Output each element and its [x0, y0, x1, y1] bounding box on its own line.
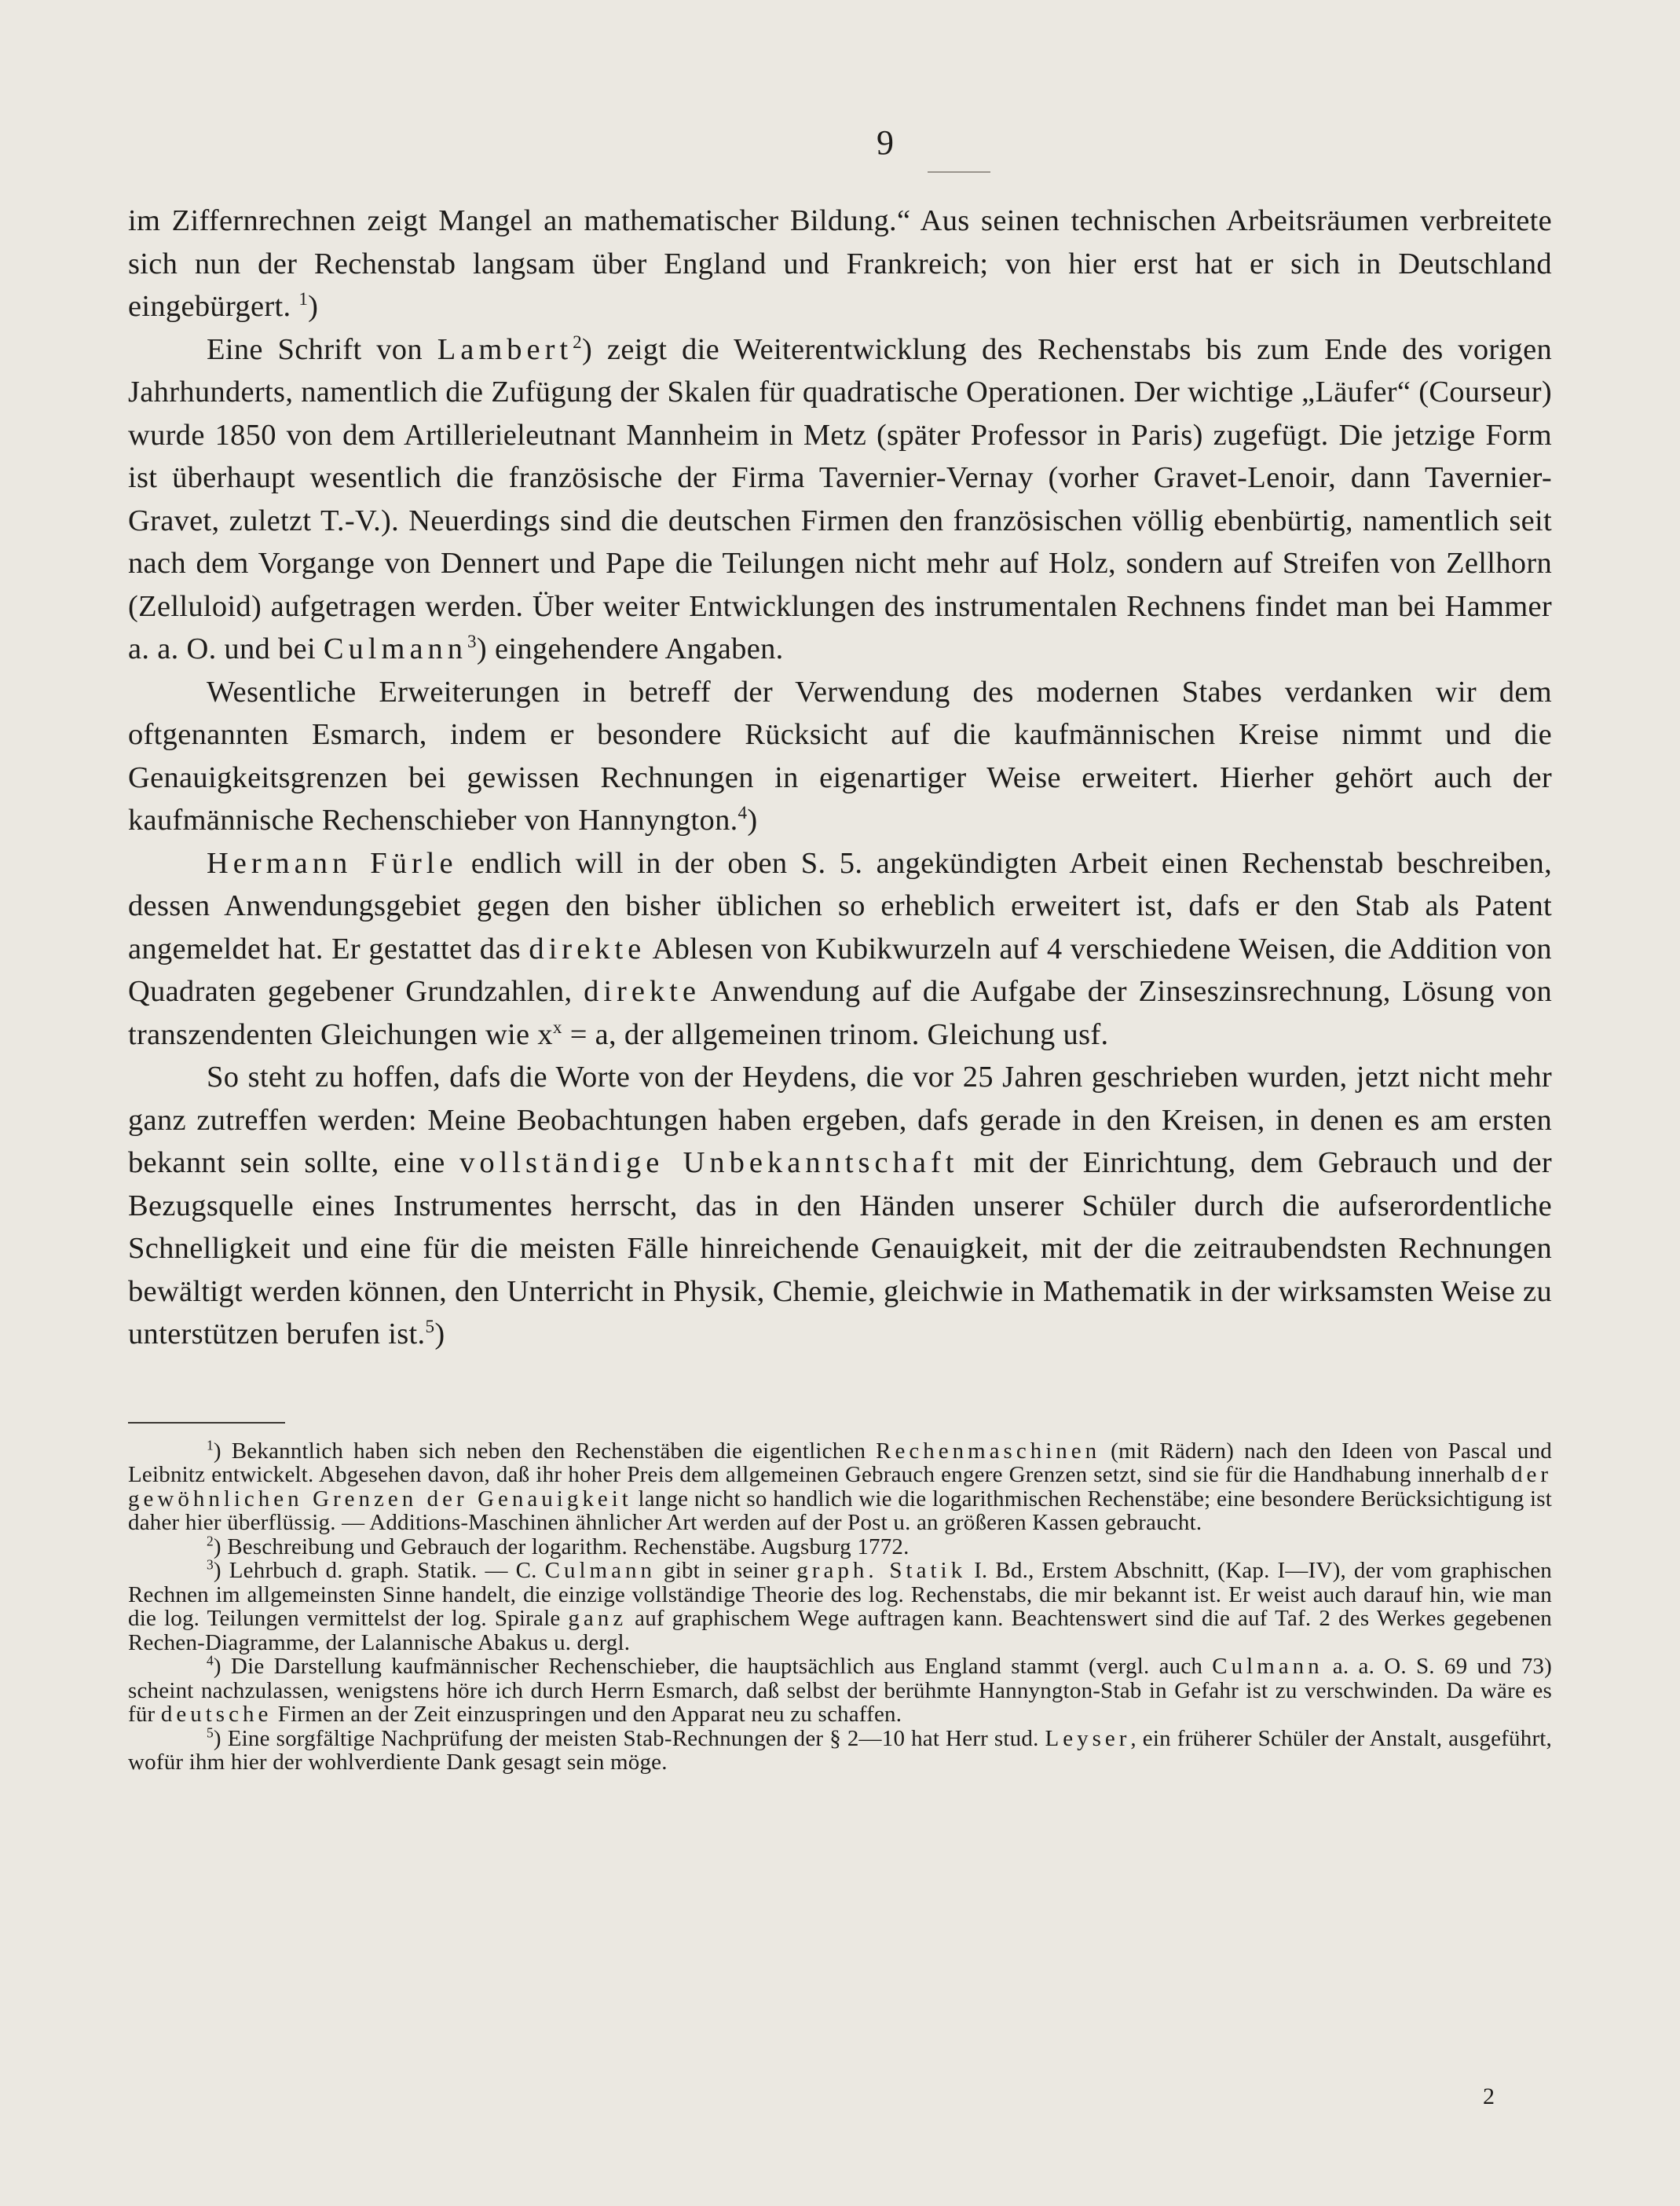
text-span: I. Bd., Erstem Abschnitt, (Kap. I—IV), der vom graphischen Rechnen im allgemeinsten Sinne handelt, die einzige vollständige Theorie des log. Rechenstabs, die mir bekannt ist. Er weist auch darauf hin, wie man die log. Teilungen vermittelst der log. Spirale — [128, 1558, 1552, 1631]
paragraph-4 — [128, 842, 1552, 1057]
paragraph-1 — [128, 200, 1552, 328]
text-span: ) Lehrbuch d. graph. Statik. — C. — [213, 1558, 545, 1583]
footnote-ref-5: 5 — [425, 1316, 435, 1337]
footnotes — [128, 1436, 1553, 1775]
text-span: Ablesen von Kubikwurzeln auf 4 verschiedene Weisen, die Addition von Quadraten gegebener Grundzahlen, — [128, 932, 1552, 1008]
emphasis-graph-statik: graph. Statik — [796, 1558, 967, 1583]
footnote-5 — [128, 1724, 1553, 1775]
footnote-2 — [128, 1532, 1552, 1559]
text-span: gibt in seiner — [655, 1558, 797, 1583]
author-name-leyser: Leyser — [1045, 1725, 1131, 1751]
text-span: (mit Rädern) nach den Ideen von Pascal und Leibnitz entwickelt. Abgesehen davon, daß ihr hoher Preis dem allgemeinen Gebrauch engere Grenzen setzt, sind sie für die Handhabung innerhalb — [128, 1438, 1552, 1487]
page-number-rule — [928, 171, 990, 173]
text-span: ) — [308, 290, 319, 323]
emphasis-vollstaendige: vollständige Unbekanntschaft — [459, 1146, 959, 1179]
text-span: lange nicht so handlich wie die logarithmischen Rechenstäbe; eine besondere Berücksichtigung ist daher hier überflüssig. — Additions-Maschinen ähnlicher Art werden auf der Post u. an größeren Kassen gebraucht. — [128, 1486, 1552, 1535]
text-span: ) Bekanntlich haben sich neben den Rechenstäben die eigentlichen — [213, 1438, 877, 1464]
footnote-number: 4 — [207, 1652, 214, 1669]
footnote-4 — [128, 1654, 1552, 1727]
text-span: ) Beschreibung und Gebrauch der logarithm. Rechenstäbe. Augsburg 1772. — [213, 1534, 910, 1559]
emphasis-grenzen: der gewöhnlichen Grenzen der Genauigkeit — [128, 1462, 1552, 1512]
footnote-3 — [128, 1556, 1552, 1655]
emphasis-deutsche: deutsche — [160, 1702, 273, 1727]
footnote-ref-3: 3 — [467, 631, 477, 652]
text-span: Anwendung auf die Aufgabe der Zinseszinsrechnung, Lösung von transzendenten Gleichungen wie x — [128, 975, 1552, 1051]
text-span: endlich will in der oben S. 5. angekündigten Arbeit einen Rechenstab beschreiben, dessen Anwendungsgebiet gegen den bisher üblichen so erheblich erweitert ist, dafs er den Stab als Patent angemeldet hat. Er gestattet das — [128, 846, 1552, 966]
text-span: Eine Schrift von — [207, 332, 437, 366]
text-span: So steht zu hoffen, dafs die Worte von der Heydens, die vor 25 Jahren geschrieben wurden, jetzt nicht mehr ganz zutreffen werden: Meine Beobachtungen haben ergeben, dafs gerade in den Kreisen, in denen es am ersten bekannt sein sollte, eine — [128, 1061, 1552, 1179]
footnote-number: 5 — [207, 1724, 214, 1740]
emphasis-direkte: direkte — [529, 932, 646, 966]
text-span: im Ziffernrechnen zeigt Mangel an mathematischer Bildung.“ Aus seinen technischen Arbeitsräumen verbreitete sich nun der Rechenstab langsam über England und Frankreich; von hier erst hat er sich in Deutschland eingebürgert. — [128, 204, 1552, 323]
emphasis-rechenmaschinen: Rechenmaschinen — [876, 1438, 1101, 1464]
emphasis-direkte: direkte — [584, 975, 701, 1008]
emphasis-ganz: ganz — [568, 1606, 628, 1631]
text-span: , ein früherer Schüler der Anstalt, ausgeführt, wofür ihm hier der wohlverdiente Dank gesagt sein möge. — [128, 1725, 1553, 1775]
footnote-rule — [128, 1422, 285, 1424]
paragraph-5 — [128, 1056, 1552, 1356]
text-span: = a, der allgemeinen trinom. Gleichung usf. — [562, 1017, 1109, 1051]
text-span: ) eingehendere Angaben. — [476, 632, 784, 665]
footnote-number: 1 — [207, 1436, 214, 1453]
author-name-fuerle: Hermann Fürle — [207, 846, 458, 880]
text-span: ) — [434, 1317, 445, 1350]
author-name-culmann: Culmann — [323, 632, 468, 665]
footnote-ref-2: 2 — [573, 331, 582, 352]
text-span: ) Die Darstellung kaufmännischer Rechenschieber, die hauptsächlich aus England stammt (vergl. auch — [213, 1654, 1213, 1679]
footnote-ref-1: 1 — [298, 288, 309, 310]
main-text — [128, 200, 1552, 1356]
signature-mark: 2 — [1483, 2083, 1495, 2109]
exponent-x: x — [552, 1016, 562, 1037]
paragraph-2 — [128, 328, 1552, 671]
author-name-culmann: Culmann — [1212, 1654, 1323, 1679]
paragraph-3 — [128, 671, 1552, 842]
footnote-ref-4: 4 — [738, 802, 748, 823]
author-name-lambert: Lambert — [437, 332, 573, 366]
text-span: Firmen an der Zeit einzuspringen und den Apparat neu zu schaffen. — [272, 1702, 902, 1727]
text-span: ) Eine sorgfältige Nachprüfung der meisten Stab-Rechnungen der § 2—10 hat Herr stud. — [213, 1725, 1045, 1751]
text-span: auf graphischem Wege auftragen kann. Beachtenswert sind die auf Taf. 2 des Werkes gegebenen Rechen-Diagramme, der Lalannische Abakus u. dergl. — [128, 1606, 1552, 1655]
footnote-1 — [128, 1436, 1552, 1535]
text-span: ) — [747, 804, 758, 837]
footnote-number: 3 — [207, 1556, 214, 1573]
footnote-number: 2 — [207, 1532, 214, 1548]
page-number: 9 — [877, 123, 894, 162]
text-span: ) zeigt die Weiterentwicklung des Rechenstabs bis zum Ende des vorigen Jahrhunderts, namentlich die Zufügung der Skalen für quadratische Operationen. Der wichtige „Läufer“ (Courseur) wurde 1850 von dem Artillerieleutnant Mannheim in Metz (später Professor in Paris) zugefügt. Die jetzige Form ist überhaupt wesentlich die französische der Firma Tavernier-Vernay (vorher Gravet-Lenoir, dann Tavernier-Gravet, zuletzt T.-V.). Neuerdings sind die deutschen Firmen den französischen völlig ebenbürtig, namentlich seit nach dem Vorgange von Dennert und Pape die Teilungen nicht mehr auf Holz, sondern auf Streifen von Zellhorn (Zelluloid) aufgetragen werden. Über weiter Entwicklungen des instrumentalen Rechnens findet man bei Hammer a. a. O. und bei — [128, 332, 1553, 665]
text-span: Wesentliche Erweiterungen in betreff der Verwendung des modernen Stabes verdanken wir dem oftgenannten Esmarch, indem er besondere Rücksicht auf die kaufmännischen Kreise nimmt und die Genauigkeitsgrenzen bei gewissen Rechnungen in eigenartiger Weise erweitert. Hierher gehört auch der kaufmännische Rechenschieber von Hannyngton. — [128, 675, 1552, 837]
text-span: a. a. O. S. 69 und 73) scheint nachzulassen, wenigstens höre ich durch Herrn Esmarch, daß selbst der berühmte Hannyngton-Stab in Gefahr ist zu verschwinden. Da wäre es für — [128, 1654, 1552, 1727]
author-name-culmann: Culmann — [544, 1558, 656, 1583]
text-span: mit der Einrichtung, dem Gebrauch und der Bezugsquelle eines Instrumentes herrscht, das in den Händen unserer Schüler durch die aufserordentliche Schnelligkeit und eine für die meisten Fälle hinreichende Genauigkeit, mit der die zeitraubendsten Rechnungen bewältigt werden können, den Unterricht in Physik, Chemie, gleichwie in Mathematik in der wirksamsten Weise zu unterstützen berufen ist. — [128, 1146, 1552, 1350]
